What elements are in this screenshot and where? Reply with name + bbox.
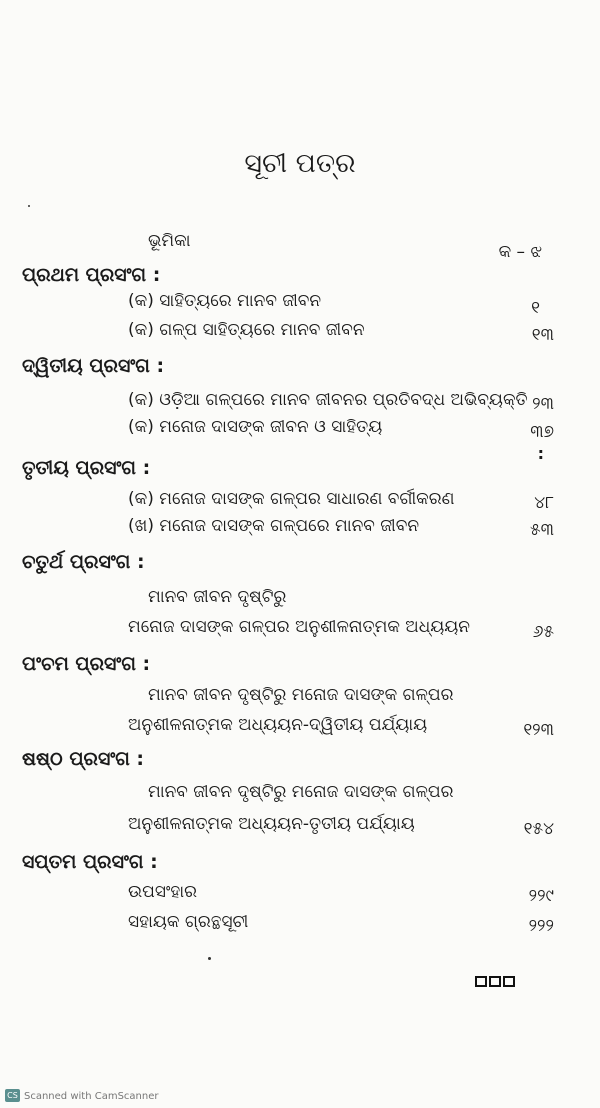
section-5-page: ୧୨୩ — [523, 720, 554, 740]
section-3-item-2: (ଖ) ମନୋଜ ଦାସଙ୍କ ଗଳ୍ପରେ ମାନବ ଜୀବନ — [128, 516, 420, 536]
section-5-line-1: ମାନବ ଜୀବନ ଦୃଷ୍ଟିରୁ ମନୋଜ ଦାସଙ୍କ ଗଳ୍ପର — [148, 685, 454, 705]
section-7-item-1-page: ୨୨୯ — [528, 886, 554, 906]
scanner-watermark: Scanned with CamScanner — [24, 1091, 159, 1102]
section-3-heading: ତୃତୀୟ ପ୍ରସଂଗ : — [22, 457, 151, 479]
section-1-item-2-page: ୧୩ — [531, 325, 554, 345]
section-6-line-2: ଅନୁଶୀଳନାତ୍ମକ ଅଧ୍ୟୟନ-ତୃତୀୟ ପର୍ଯ୍ୟାୟ — [128, 814, 415, 834]
section-2-item-2-page: ୩୭ — [530, 422, 554, 442]
section-6-page: ୧୫୪ — [523, 819, 554, 839]
section-7-heading: ସପ୍ତମ ପ୍ରସଂଗ : — [22, 851, 158, 873]
scan-speck — [28, 205, 30, 207]
section-7-item-1: ଉପସଂହାର — [128, 882, 198, 902]
section-3-item-1: (କ) ମନୋଜ ଦାସଙ୍କ ଗଳ୍ପର ସାଧାରଣ ବର୍ଗୀକରଣ — [128, 489, 455, 509]
camscanner-logo-icon: CS — [5, 1089, 20, 1102]
section-6-heading: ଷଷ୍ଠ ପ୍ରସଂଗ : — [22, 748, 145, 770]
section-4-page: ୬୫ — [532, 622, 554, 642]
section-4-heading: ଚତୁର୍ଥ ପ୍ରସଂଗ : — [22, 551, 145, 573]
section-2-item-2: (କ) ମନୋଜ ଦାସଙ୍କ ଜୀବନ ଓ ସାହିତ୍ୟ — [128, 417, 383, 437]
section-7-item-2: ସହାୟକ ଗ୍ରନ୍ଥସୂଚୀ — [128, 912, 249, 932]
page-title: ସୂଚୀ ପତ୍ର — [244, 148, 356, 179]
section-1-heading: ପ୍ରଥମ ପ୍ରସଂଗ : — [22, 264, 161, 286]
continuation-mark: : — [537, 444, 544, 463]
section-1-item-1: (କ) ସାହିତ୍ୟରେ ମାନବ ଜୀବନ — [128, 291, 322, 311]
scan-speck — [208, 957, 211, 960]
section-1-item-2: (କ) ଗଳ୍ପ ସାହିତ୍ୟରେ ମାନବ ଜୀବନ — [128, 320, 365, 340]
section-5-heading: ପଂଚମ ପ୍ରସଂଗ : — [22, 653, 151, 675]
section-6-line-1: ମାନବ ଜୀବନ ଦୃଷ୍ଟିରୁ ମନୋଜ ଦାସଙ୍କ ଗଳ୍ପର — [148, 782, 454, 802]
section-2-item-1-page: ୨୩ — [532, 394, 554, 414]
intro-page: କ – ଝ — [498, 242, 542, 262]
section-2-heading: ଦ୍ୱିତୀୟ ପ୍ରସଂଗ : — [22, 355, 165, 377]
section-4-line-1: ମାନବ ଜୀବନ ଦୃଷ୍ଟିରୁ — [148, 587, 287, 607]
intro-label: ଭୂମିକା — [148, 231, 191, 251]
section-5-line-2: ଅନୁଶୀଳନାତ୍ମକ ଅଧ୍ୟୟନ-ଦ୍ୱିତୀୟ ପର୍ଯ୍ୟାୟ — [128, 715, 428, 735]
section-2-item-1: (କ) ଓଡ଼ିଆ ଗଳ୍ପରେ ମାନବ ଜୀବନର ପ୍ରତିବଦ୍ଧ ଅଭିବ୍ୟକ୍ତି — [128, 390, 528, 410]
section-3-item-2-page: ୫୩ — [530, 520, 554, 540]
section-7-item-2-page: ୨୨୨ — [528, 916, 554, 936]
section-3-item-1-page: ୪୮ — [534, 493, 554, 513]
end-mark-icon — [475, 976, 515, 987]
section-4-line-2: ମନୋଜ ଦାସଙ୍କ ଗଳ୍ପର ଅନୁଶୀଳନାତ୍ମକ ଅଧ୍ୟୟନ — [128, 617, 470, 637]
section-1-item-1-page: ୧ — [531, 298, 540, 318]
